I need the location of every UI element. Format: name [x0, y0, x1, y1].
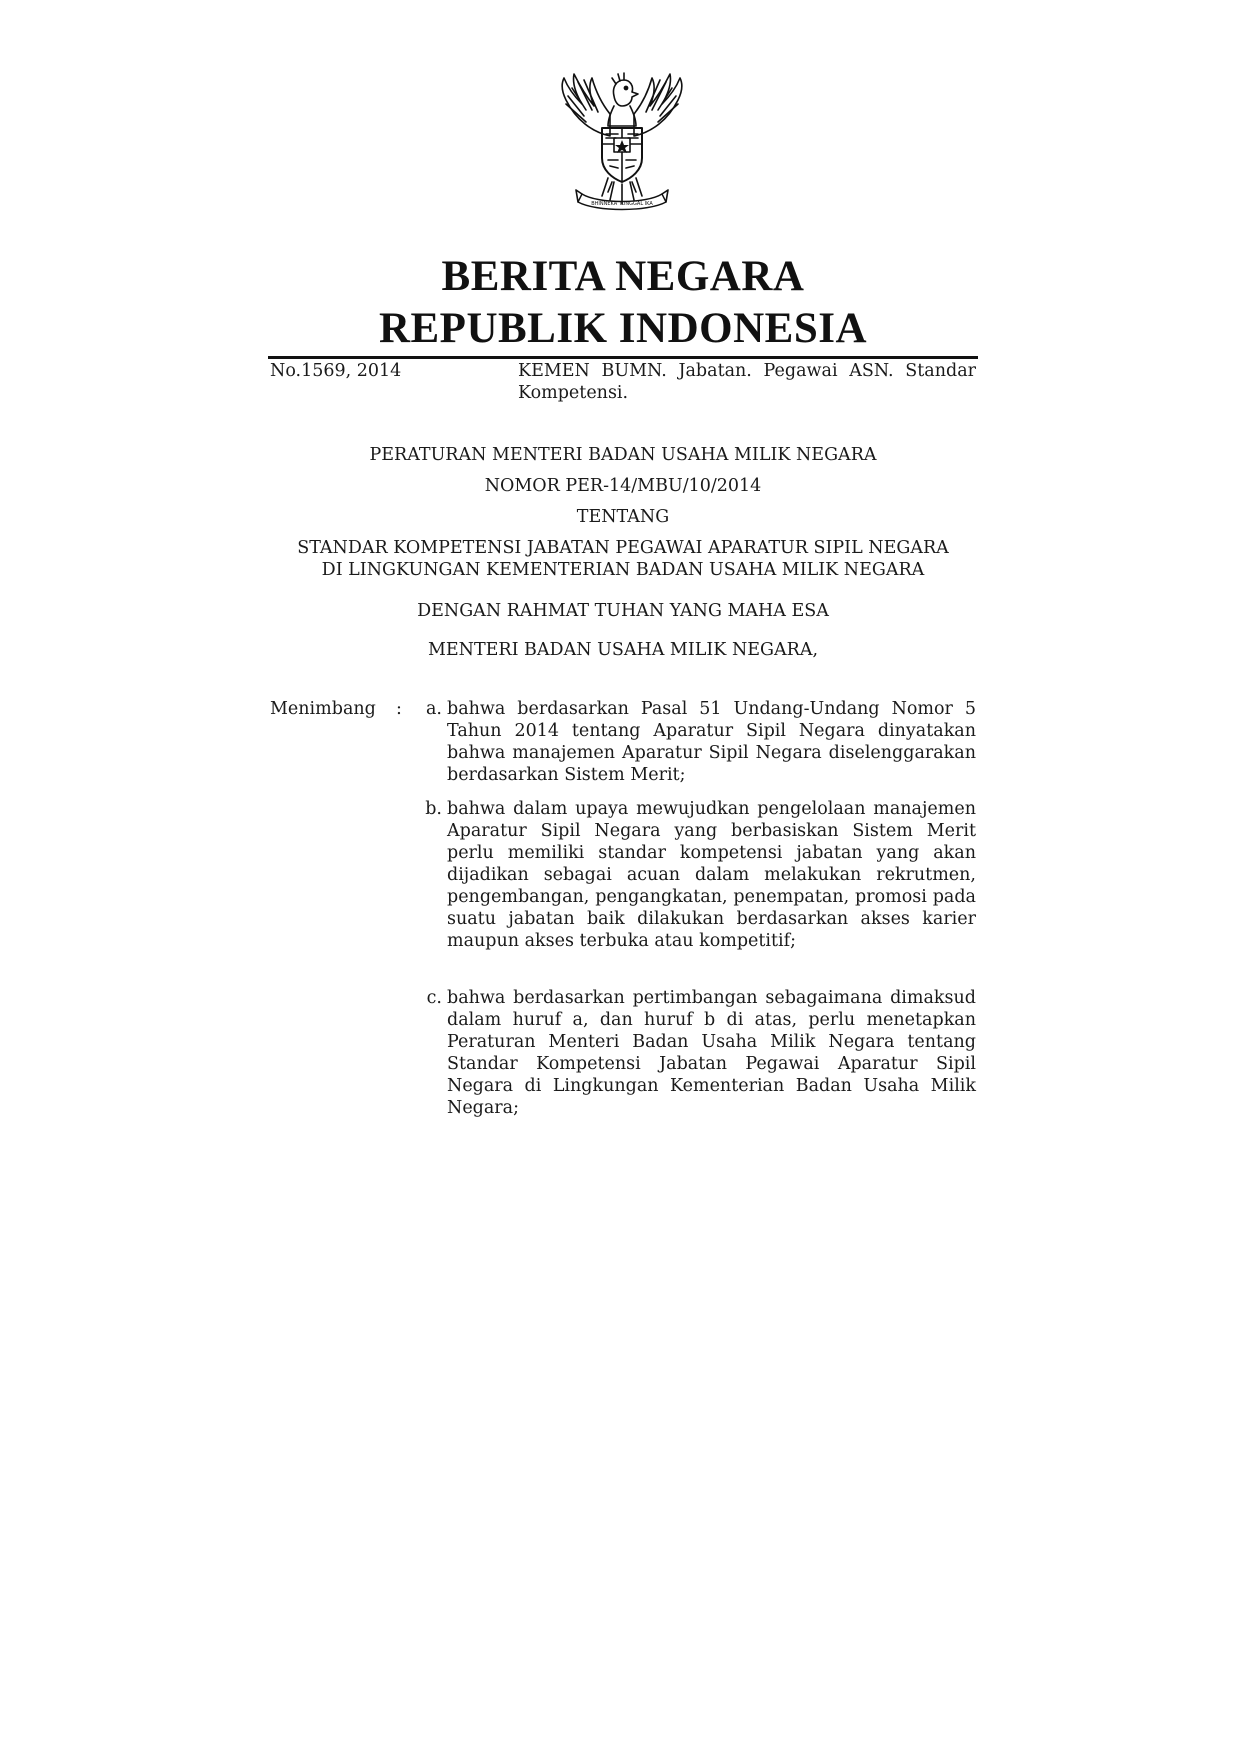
regulation-subject-line1: STANDAR KOMPETENSI JABATAN PEGAWAI APARATUR SIPIL NEGARA — [297, 538, 949, 558]
masthead-rule — [268, 356, 978, 359]
considering-item-text: bahwa berdasarkan pertimbangan sebagaimana dimaksud dalam huruf a, dan huruf b di atas, perlu menetapkan Peraturan Menteri Badan Usaha Milik Negara tentang Standar Kompetensi Jabatan Pegawai Aparatur Sipil Negara di Lingkungan Kementerian Badan Usaha Milik Negara; — [447, 988, 976, 1118]
emblem-motto: BHINNEKA TUNGGAL IKA — [591, 201, 653, 207]
masthead-subtitle: REPUBLIK INDONESIA — [378, 305, 868, 352]
considering-item-text: bahwa berdasarkan Pasal 51 Undang-Undang Nomor 5 Tahun 2014 tentang Aparatur Sipil Negara dinyatakan bahwa manajemen Aparatur Sipil Negara diselenggarakan berdasarkan Sistem Merit; — [447, 699, 976, 785]
regulation-grace: DENGAN RAHMAT TUHAN YANG MAHA ESA — [417, 601, 829, 621]
masthead-title: BERITA NEGARA — [441, 253, 805, 300]
considering-item-letter: b. — [425, 799, 442, 819]
regulation-title: PERATURAN MENTERI BADAN USAHA MILIK NEGARA — [369, 445, 877, 465]
considering-label: Menimbang — [270, 699, 376, 719]
regulation-tentang: TENTANG — [576, 507, 670, 527]
considering-item-text: bahwa dalam upaya mewujudkan pengelolaan manajemen Aparatur Sipil Negara yang berbasiskan Sistem Merit perlu memiliki standar kompetensi jabatan yang akan dijadikan sebagai acuan dalam melakukan rekrutmen, pengembangan, pengangkatan, penempatan, promosi pada suatu jabatan baik dilakukan berdasarkan akses karier maupun akses terbuka atau kompetitif; — [447, 799, 976, 951]
regulation-number: NOMOR PER-14/MBU/10/2014 — [484, 476, 762, 496]
considering-item-letter: a. — [426, 699, 442, 719]
gazette-subject: KEMEN BUMN. Jabatan. Pegawai ASN. Standar Kompetensi. — [518, 361, 976, 403]
considering-item-letter: c. — [426, 988, 442, 1008]
regulation-subject-line2: DI LINGKUNGAN KEMENTERIAN BADAN USAHA MILIK NEGARA — [321, 560, 925, 580]
considering-colon: : — [396, 699, 402, 719]
gazette-number: No.1569, 2014 — [270, 361, 402, 381]
garuda-pancasila-emblem — [552, 66, 692, 218]
regulation-minister: MENTERI BADAN USAHA MILIK NEGARA, — [427, 640, 819, 660]
